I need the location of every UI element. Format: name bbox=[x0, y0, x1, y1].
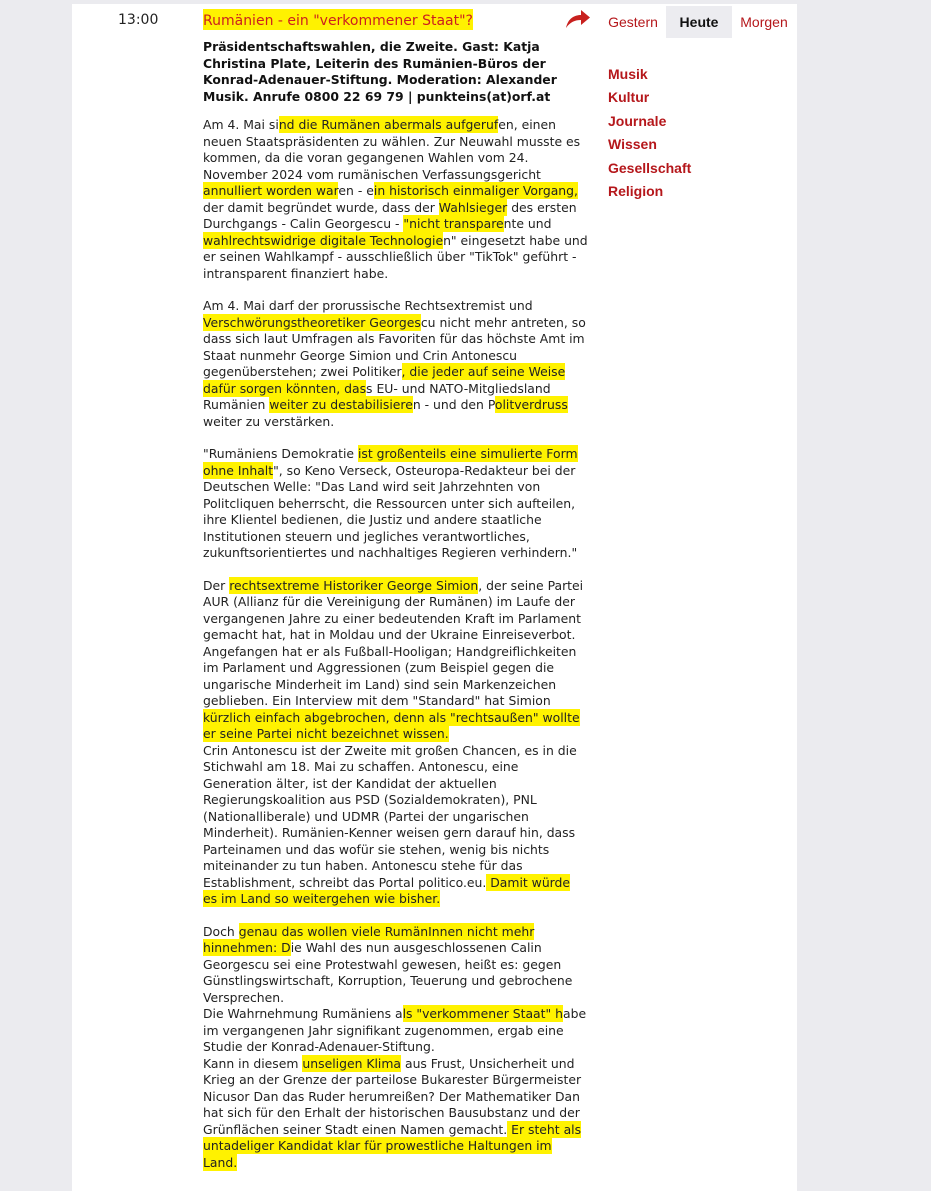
share-button[interactable] bbox=[564, 6, 592, 32]
tab-gestern[interactable]: Gestern bbox=[608, 14, 658, 30]
program-title: Rumänien - ein "verkommener Staat"? bbox=[203, 13, 473, 29]
paragraph-2: Am 4. Mai darf der prorussische Rechtsextremist und Verschwörungstheoretiker Georgescu nicht mehr antreten, so dass sich laut Umfragen als Favoriten für das höchste Amt im Staat nunmehr George Simion und Crin Antonescu gegenüberstehen; zwei Politiker, die jeder auf seine Weise dafür sorgen könnten, dass EU- und NATO-Mitgliedsland Rumänien weiter zu destabilisieren - und den Politverdruss weiter zu verstärken. bbox=[203, 298, 586, 429]
category-list bbox=[608, 63, 691, 203]
program-subtitle: Präsidentschaftswahlen, die Zweite. Gast: Katja Christina Plate, Leiterin des Rumänien-Büros der Konrad-Adenauer-Stiftung. Moderation: Alexander Musik. Anrufe 0800 22 69 79 | punkteins(at)orf.at bbox=[203, 39, 557, 104]
category-musik[interactable]: Musik bbox=[608, 66, 648, 82]
day-navigation bbox=[600, 6, 796, 38]
paragraph-7: Die Wahrnehmung Rumäniens als "verkommener Staat" habe im vergangenen Jahr signifikant zugenommen, ergab eine Studie der Konrad-Adenauer-Stiftung. bbox=[203, 1006, 587, 1054]
category-kultur[interactable]: Kultur bbox=[608, 89, 650, 106]
paragraph-4: Der rechtsextreme Historiker George Simion, der seine Partei AUR (Allianz für die Vereinigung der Rumänen) im Laufe der vergangenen Jahre zu einer bedeutenden Kraft im Parlament gemacht hat, hat in Moldau und der Ukraine Einreiseverbot. Angefangen hat er als Fußball-Hooligan; Handgreiflichkeiten im Parlament und Aggressionen (zum Beispiel gegen die ungarische Minderheit im Land) sind sein Markenzeichen geblieben. Ein Interview mit dem "Standard" hat Simion kürzlich einfach abgebrochen, denn als "rechtsaußen" wollte er seine Partei nicht bezeichnet wissen. bbox=[203, 577, 584, 741]
paragraph-6: Doch genau das wollen viele RumänInnen nicht mehr hinnehmen: Die Wahl des nun ausgeschlossenen Calin Georgescu sei eine Protestwahl gewesen, heißt es: gegen Günstlingswirtschaft, Korruption, Teuerung und gebrochene Versprechen. bbox=[203, 923, 573, 1005]
program-title-highlight bbox=[203, 9, 473, 30]
paragraph-8: Kann in diesem unseligen Klima aus Frust, Unsicherheit und Krieg an der Grenze der parteilose Bukarester Bürgermeister Nicusor Dan das Ruder herumreißen? Der Mathematiker Dan hat sich für den Erhalt der historischen Bausubstanz und der Grünflächen seiner Stadt einen Namen gemacht. Er steht als untadeliger Kandidat klar für prowestliche Haltungen im Land. bbox=[203, 1055, 582, 1170]
tab-heute[interactable]: Heute bbox=[666, 6, 732, 38]
tab-morgen[interactable]: Morgen bbox=[740, 14, 788, 30]
category-religion[interactable]: Religion bbox=[608, 183, 664, 200]
share-arrow-icon bbox=[564, 6, 592, 32]
paragraph-1: Am 4. Mai sind die Rumänen abermals aufgerufen, einen neuen Staatspräsidenten zu wählen. Zur Neuwahl musste es kommen, da die voran gegangenen Wahlen vom 24. November 2024 vom rumänischen Verfassungsgericht annulliert worden waren - ein historisch einmaliger Vorgang, der damit begründet wurde, dass der Wahlsieger des ersten Durchgangs - Calin Georgescu - "nicht transparente und wahlrechtswidrige digitale Technologien" eingesetzt habe und er seinen Wahlkampf - ausschließlich über "TikTok" geführt - intransparent finanziert habe. bbox=[203, 117, 588, 281]
category-journale[interactable]: Journale bbox=[608, 112, 667, 129]
category-gesellschaft[interactable]: Gesellschaft bbox=[608, 159, 692, 176]
paragraph-5: Crin Antonescu ist der Zweite mit großen Chancen, es in die Stichwahl am 18. Mai zu schaffen. Antonescu, eine Generation älter, ist der Kandidat der aktuellen Regierungskoalition aus PSD (Sozialdemokraten), PNL (Nationalliberale) und UDMR (Partei der ungarischen Minderheit). Rumänien-Kenner weisen gern darauf hin, dass Parteinamen und das wofür sie stehen, wenig bis nichts miteinander zu tun haben. Antonescu stehe für das Establishment, schreibt das Portal politico.eu. Damit würde es im Land so weitergehen wie bisher. bbox=[203, 742, 577, 906]
category-wissen[interactable]: Wissen bbox=[608, 136, 657, 153]
paragraph-3: "Rumäniens Demokratie ist großenteils eine simulierte Form ohne Inhalt", so Keno Verseck, Osteuropa-Redakteur bei der Deutschen Welle: "Das Land wird seit Jahrzehnten von Politcliquen beherrscht, die Ressourcen unter sich aufteilen, ihre Klientel bedienen, die Justiz und andere staatliche Institutionen steuern und jegliches verantwortliches, zukunftsorientiertes und nachhaltiges Regieren verhindern." bbox=[203, 446, 578, 560]
program-article bbox=[203, 10, 588, 1171]
broadcast-time: 13:00 bbox=[118, 12, 159, 28]
